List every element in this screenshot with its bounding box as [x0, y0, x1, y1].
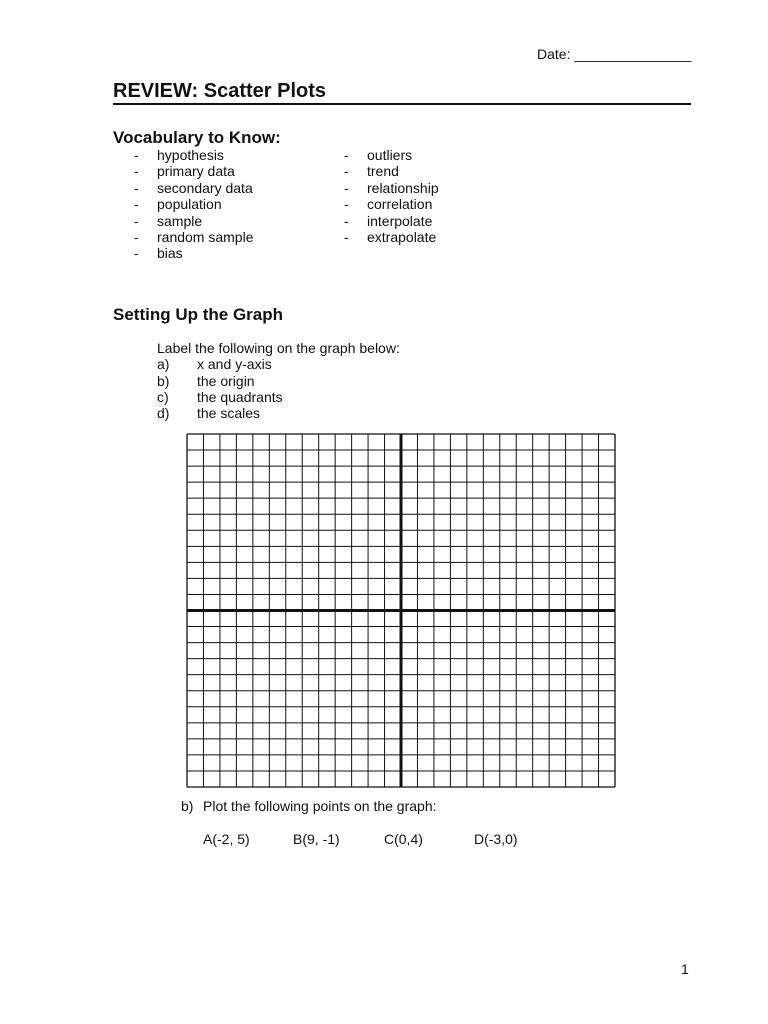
vocabulary-list-left: [134, 147, 334, 262]
vocab-term: correlation: [367, 196, 433, 213]
bullet-dash: -: [344, 179, 349, 196]
item-text: the quadrants: [197, 388, 283, 405]
item-letter: c): [157, 388, 169, 405]
vocab-item: [134, 196, 334, 212]
vocab-item: [344, 229, 544, 245]
setup-graph-heading: Setting Up the Graph: [113, 305, 283, 324]
vocab-term: extrapolate: [367, 228, 437, 245]
item-text: the origin: [197, 372, 255, 389]
vocab-item: [134, 229, 334, 245]
vocab-term: trend: [367, 163, 399, 180]
vocab-term: outliers: [367, 147, 413, 163]
vocab-item: [134, 213, 334, 229]
point-label: C(0,4): [384, 831, 423, 847]
title-underline: [113, 103, 691, 105]
bullet-dash: -: [344, 196, 349, 213]
point-label: D(-3,0): [474, 831, 518, 847]
vocab-term: secondary data: [157, 179, 253, 196]
worksheet-title: REVIEW: Scatter Plots: [113, 80, 327, 102]
vocab-item: [134, 147, 334, 163]
vocab-item: [344, 180, 544, 196]
vocab-item: [344, 213, 544, 229]
vocab-item: [344, 196, 544, 212]
bullet-dash: -: [344, 147, 349, 163]
vocab-term: bias: [157, 245, 183, 262]
bullet-dash: -: [134, 196, 139, 213]
vocab-term: interpolate: [367, 212, 433, 229]
vocab-term: hypothesis: [157, 147, 224, 163]
vocab-item: [344, 163, 544, 179]
instruction-item: [157, 373, 457, 389]
vocab-item: [344, 147, 544, 163]
page-number: 1: [681, 961, 689, 977]
instruction-item: [157, 405, 457, 421]
vocab-term: sample: [157, 212, 203, 229]
points-list: [203, 831, 563, 849]
item-text: x and y-axis: [197, 356, 272, 373]
bullet-dash: -: [134, 147, 139, 163]
vocab-item: [134, 245, 334, 261]
bullet-dash: -: [134, 212, 139, 229]
instructions-intro: [157, 340, 457, 356]
plot-letter: b): [181, 798, 194, 814]
vocab-item: [134, 163, 334, 179]
coordinate-grid[interactable]: [186, 433, 616, 788]
vocab-item: [134, 180, 334, 196]
bullet-dash: -: [134, 228, 139, 245]
vocab-term: primary data: [157, 163, 235, 180]
point-label: A(-2, 5): [203, 831, 250, 847]
vocabulary-list-right: [344, 147, 544, 245]
setup-instructions: [157, 340, 457, 421]
vocabulary-heading: Vocabulary to Know:: [113, 128, 281, 147]
plot-text: Plot the following points on the graph:: [203, 798, 437, 814]
item-text: the scales: [197, 405, 261, 422]
bullet-dash: -: [344, 212, 349, 229]
vocab-term: relationship: [367, 179, 439, 196]
bullet-dash: -: [134, 179, 139, 196]
item-letter: a): [157, 356, 170, 373]
bullet-dash: -: [134, 245, 139, 262]
vocab-term: population: [157, 196, 222, 213]
point-label: B(9, -1): [293, 831, 340, 847]
instruction-item: [157, 356, 457, 372]
date-field-label: Date: _______________: [537, 46, 692, 62]
grid-drawing: [186, 433, 616, 788]
item-letter: d): [157, 405, 170, 422]
bullet-dash: -: [344, 228, 349, 245]
bullet-dash: -: [344, 163, 349, 180]
vocab-term: random sample: [157, 228, 254, 245]
instruction-item: [157, 389, 457, 405]
intro-text: Label the following on the graph below:: [157, 340, 400, 356]
item-letter: b): [157, 372, 170, 389]
bullet-dash: -: [134, 163, 139, 180]
